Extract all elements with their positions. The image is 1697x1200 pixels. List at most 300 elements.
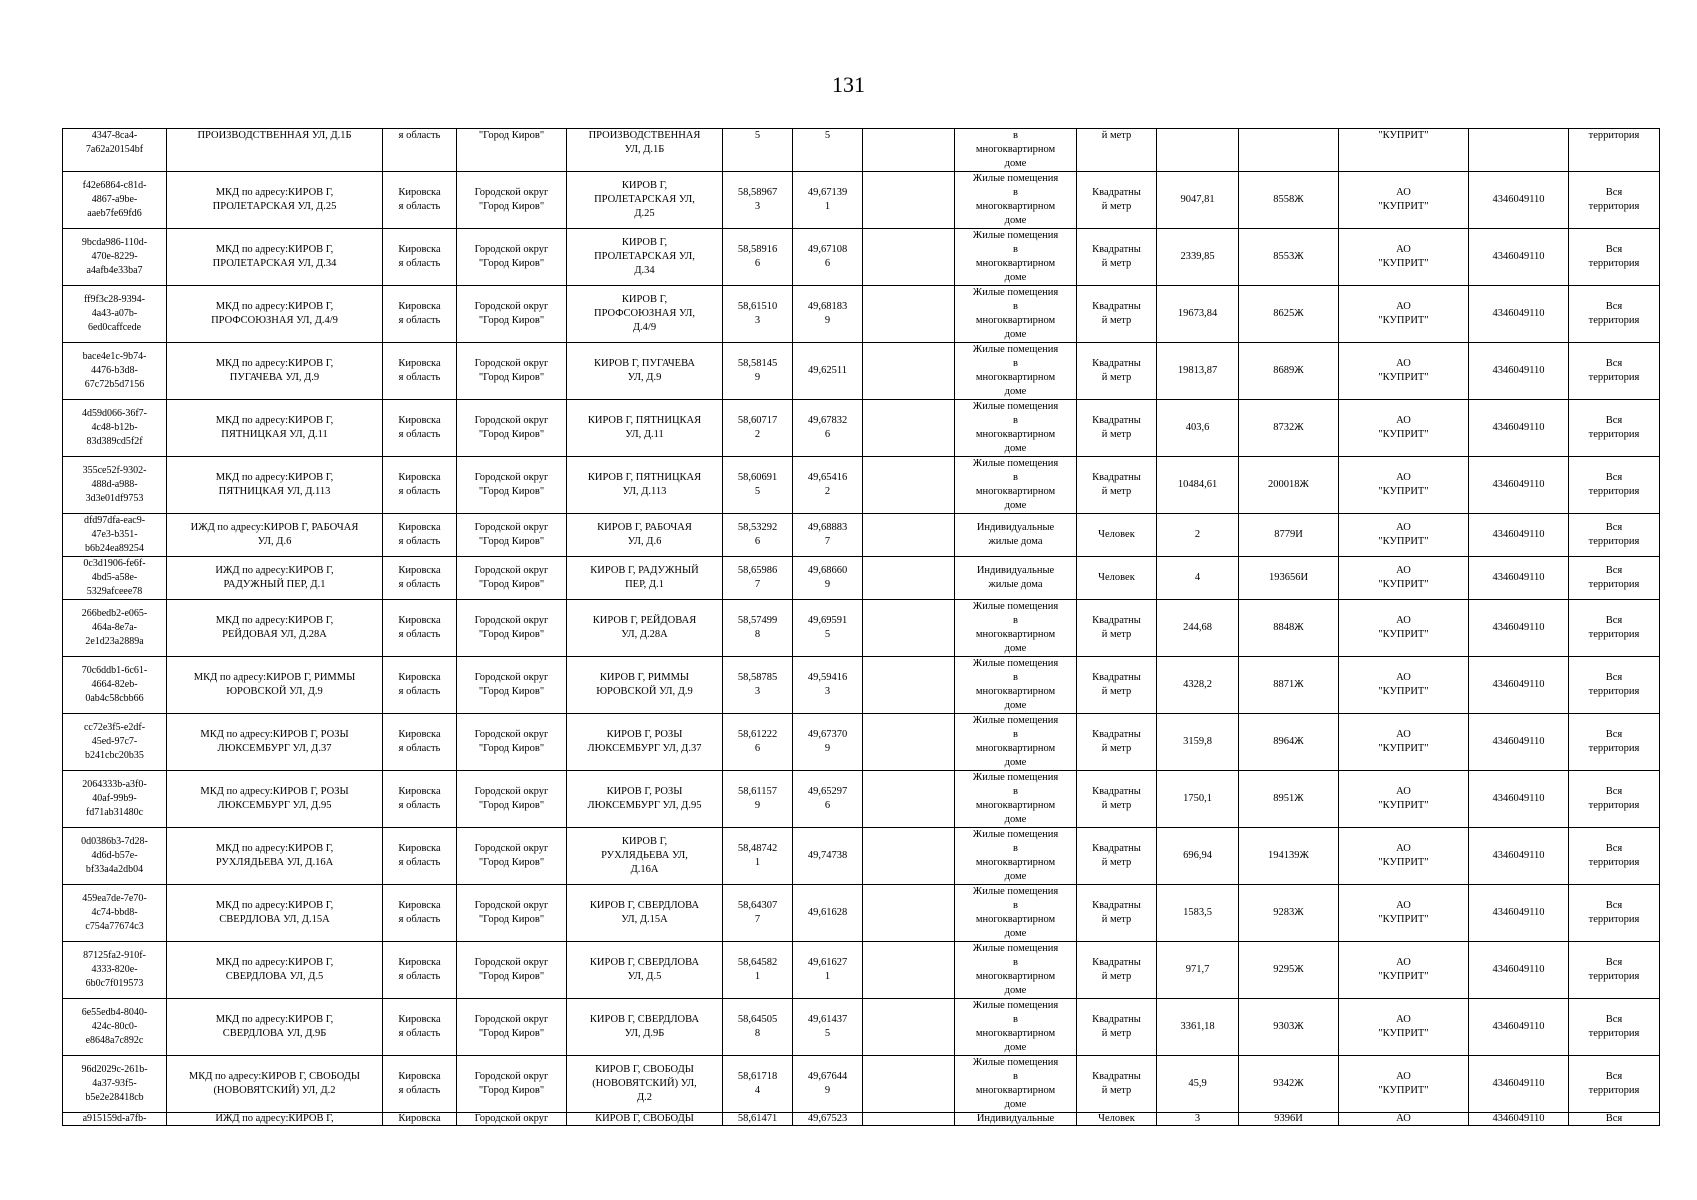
cell-latitude: 58,61157 9 — [723, 771, 793, 828]
cell-organization: АО "КУПРИТ" — [1339, 1056, 1469, 1113]
cell-region: Кировска я область — [383, 457, 457, 514]
cell-territory: Вся территория — [1569, 343, 1660, 400]
cell-quantity — [1157, 129, 1239, 172]
cell-object-type: Жилые помещения в многоквартирном доме — [955, 343, 1077, 400]
cell-latitude: 58,61471 — [723, 1113, 793, 1126]
cell-code: 9303Ж — [1239, 999, 1339, 1056]
cell-address: КИРОВ Г, СВЕРДЛОВА УЛ, Д.9Б — [567, 999, 723, 1056]
table-row — [63, 400, 1660, 457]
cell-quantity: 4328,2 — [1157, 657, 1239, 714]
cell-region: Кировска я область — [383, 286, 457, 343]
cell-unit: Квадратны й метр — [1077, 942, 1157, 999]
cell-inn: 4346049110 — [1469, 828, 1569, 885]
cell-longitude: 49,67832 6 — [793, 400, 863, 457]
cell-organization: АО "КУПРИТ" — [1339, 400, 1469, 457]
cell-address: КИРОВ Г, ПУГАЧЕВА УЛ, Д.9 — [567, 343, 723, 400]
cell-empty — [863, 1056, 955, 1113]
cell-code: 8871Ж — [1239, 657, 1339, 714]
cell-territory: Вся территория — [1569, 172, 1660, 229]
cell-record-id: 4d59d066-36f7- 4c48-b12b- 83d389cd5f2f — [63, 400, 167, 457]
cell-record-id: 459ea7de-7e70- 4c74-bbd8- c754a77674c3 — [63, 885, 167, 942]
cell-code: 8553Ж — [1239, 229, 1339, 286]
cell-organization: АО "КУПРИТ" — [1339, 657, 1469, 714]
table-row — [63, 557, 1660, 600]
cell-district: Городской округ "Город Киров" — [457, 999, 567, 1056]
cell-organization: АО "КУПРИТ" — [1339, 885, 1469, 942]
cell-record-id: 2064333b-a3f0- 40af-99b9- fd71ab31480c — [63, 771, 167, 828]
cell-inn: 4346049110 — [1469, 999, 1569, 1056]
table-body — [63, 129, 1660, 1126]
cell-longitude: 49,68660 9 — [793, 557, 863, 600]
table-row — [63, 714, 1660, 771]
cell-inn: 4346049110 — [1469, 514, 1569, 557]
cell-longitude: 49,68883 7 — [793, 514, 863, 557]
cell-empty — [863, 657, 955, 714]
cell-quantity: 4 — [1157, 557, 1239, 600]
cell-district: Городской округ "Город Киров" — [457, 600, 567, 657]
table-row — [63, 942, 1660, 999]
cell-longitude: 49,69591 5 — [793, 600, 863, 657]
cell-record-id: 9bcda986-110d- 470e-8229- a4afb4e33ba7 — [63, 229, 167, 286]
cell-region: Кировска я область — [383, 771, 457, 828]
cell-address: КИРОВ Г, РИММЫ ЮРОВСКОЙ УЛ, Д.9 — [567, 657, 723, 714]
cell-inn: 4346049110 — [1469, 942, 1569, 999]
cell-quantity: 1583,5 — [1157, 885, 1239, 942]
cell-object-name: МКД по адресу:КИРОВ Г, ПРОЛЕТАРСКАЯ УЛ, Д.25 — [167, 172, 383, 229]
cell-record-id: cc72e3f5-e2df- 45ed-97c7- b241cbc20b35 — [63, 714, 167, 771]
cell-code: 200018Ж — [1239, 457, 1339, 514]
cell-unit: Квадратны й метр — [1077, 828, 1157, 885]
cell-region: Кировска я область — [383, 714, 457, 771]
cell-quantity: 3 — [1157, 1113, 1239, 1126]
cell-address: КИРОВ Г, СВОБОДЫ — [567, 1113, 723, 1126]
cell-region: Кировска я область — [383, 557, 457, 600]
cell-object-type: Жилые помещения в многоквартирном доме — [955, 229, 1077, 286]
cell-latitude: 58,65986 7 — [723, 557, 793, 600]
cell-object-name: ИЖД по адресу:КИРОВ Г, РАДУЖНЫЙ ПЕР, Д.1 — [167, 557, 383, 600]
cell-code: 8848Ж — [1239, 600, 1339, 657]
cell-inn: 4346049110 — [1469, 1113, 1569, 1126]
cell-empty — [863, 457, 955, 514]
cell-object-type: Индивидуальные жилые дома — [955, 514, 1077, 557]
cell-object-name: ИЖД по адресу:КИРОВ Г, РАБОЧАЯ УЛ, Д.6 — [167, 514, 383, 557]
cell-organization: АО "КУПРИТ" — [1339, 286, 1469, 343]
cell-district: Городской округ "Город Киров" — [457, 657, 567, 714]
cell-inn: 4346049110 — [1469, 771, 1569, 828]
cell-district: "Город Киров" — [457, 129, 567, 172]
cell-region: Кировска я область — [383, 828, 457, 885]
cell-address: КИРОВ Г, РОЗЫ ЛЮКСЕМБУРГ УЛ, Д.37 — [567, 714, 723, 771]
cell-territory: Вся территория — [1569, 286, 1660, 343]
cell-inn: 4346049110 — [1469, 714, 1569, 771]
cell-region: Кировска я область — [383, 400, 457, 457]
cell-code: 9295Ж — [1239, 942, 1339, 999]
cell-object-name: МКД по адресу:КИРОВ Г, РИММЫ ЮРОВСКОЙ УЛ, Д.9 — [167, 657, 383, 714]
cell-inn: 4346049110 — [1469, 286, 1569, 343]
cell-address: КИРОВ Г, РАДУЖНЫЙ ПЕР, Д.1 — [567, 557, 723, 600]
cell-longitude: 5 — [793, 129, 863, 172]
cell-address: КИРОВ Г, СВОБОДЫ (НОВОВЯТСКИЙ) УЛ, Д.2 — [567, 1056, 723, 1113]
cell-object-name: ИЖД по адресу:КИРОВ Г, — [167, 1113, 383, 1126]
cell-empty — [863, 885, 955, 942]
cell-organization: АО "КУПРИТ" — [1339, 343, 1469, 400]
cell-region: я область — [383, 129, 457, 172]
table-row — [63, 343, 1660, 400]
cell-organization: "КУПРИТ" — [1339, 129, 1469, 172]
cell-object-type: Жилые помещения в многоквартирном доме — [955, 657, 1077, 714]
cell-territory: Вся территория — [1569, 657, 1660, 714]
cell-unit: Квадратны й метр — [1077, 885, 1157, 942]
cell-code: 193656И — [1239, 557, 1339, 600]
cell-empty — [863, 771, 955, 828]
cell-record-id: dfd97dfa-eac9- 47e3-b351- b6b24ea89254 — [63, 514, 167, 557]
page-number: 131 — [832, 72, 865, 97]
cell-region: Кировска я область — [383, 1056, 457, 1113]
cell-quantity: 3159,8 — [1157, 714, 1239, 771]
table-row — [63, 286, 1660, 343]
cell-quantity: 2339,85 — [1157, 229, 1239, 286]
cell-code: 194139Ж — [1239, 828, 1339, 885]
cell-address: КИРОВ Г, ПЯТНИЦКАЯ УЛ, Д.11 — [567, 400, 723, 457]
cell-district: Городской округ — [457, 1113, 567, 1126]
cell-organization: АО "КУПРИТ" — [1339, 172, 1469, 229]
cell-inn: 4346049110 — [1469, 172, 1569, 229]
cell-object-type: Индивидуальные жилые дома — [955, 557, 1077, 600]
cell-district: Городской округ "Город Киров" — [457, 885, 567, 942]
cell-region: Кировска я область — [383, 343, 457, 400]
cell-longitude: 49,61628 — [793, 885, 863, 942]
cell-code: 8625Ж — [1239, 286, 1339, 343]
cell-region: Кировска я область — [383, 172, 457, 229]
table-row — [63, 514, 1660, 557]
cell-unit: й метр — [1077, 129, 1157, 172]
cell-organization: АО "КУПРИТ" — [1339, 457, 1469, 514]
table-row — [63, 885, 1660, 942]
cell-unit: Квадратны й метр — [1077, 600, 1157, 657]
cell-territory: Вся территория — [1569, 557, 1660, 600]
cell-longitude: 49,62511 — [793, 343, 863, 400]
cell-organization: АО "КУПРИТ" — [1339, 514, 1469, 557]
cell-district: Городской округ "Город Киров" — [457, 942, 567, 999]
cell-unit: Человек — [1077, 514, 1157, 557]
cell-territory: Вся территория — [1569, 1056, 1660, 1113]
cell-object-type: Жилые помещения в многоквартирном доме — [955, 885, 1077, 942]
cell-record-id: f42e6864-c81d- 4867-a9be- aaeb7fe69fd6 — [63, 172, 167, 229]
cell-record-id: 0d0386b3-7d28- 4d6d-b57e- bf33a4a2db04 — [63, 828, 167, 885]
cell-empty — [863, 172, 955, 229]
cell-record-id: 266bedb2-e065- 464a-8e7a- 2e1d23a2889a — [63, 600, 167, 657]
table-row — [63, 457, 1660, 514]
cell-empty — [863, 514, 955, 557]
cell-object-name: МКД по адресу:КИРОВ Г, СВЕРДЛОВА УЛ, Д.9Б — [167, 999, 383, 1056]
cell-address: КИРОВ Г, СВЕРДЛОВА УЛ, Д.15А — [567, 885, 723, 942]
table-row — [63, 1056, 1660, 1113]
cell-empty — [863, 286, 955, 343]
cell-empty — [863, 229, 955, 286]
cell-district: Городской округ "Город Киров" — [457, 771, 567, 828]
cell-quantity: 244,68 — [1157, 600, 1239, 657]
cell-empty — [863, 714, 955, 771]
cell-object-name: МКД по адресу:КИРОВ Г, ПУГАЧЕВА УЛ, Д.9 — [167, 343, 383, 400]
cell-address: КИРОВ Г, ПРОЛЕТАРСКАЯ УЛ, Д.34 — [567, 229, 723, 286]
cell-district: Городской округ "Город Киров" — [457, 557, 567, 600]
cell-object-name: МКД по адресу:КИРОВ Г, РОЗЫ ЛЮКСЕМБУРГ УЛ, Д.37 — [167, 714, 383, 771]
cell-region: Кировска я область — [383, 229, 457, 286]
cell-unit: Квадратны й метр — [1077, 172, 1157, 229]
cell-organization: АО "КУПРИТ" — [1339, 600, 1469, 657]
cell-quantity: 971,7 — [1157, 942, 1239, 999]
cell-object-type: Жилые помещения в многоквартирном доме — [955, 600, 1077, 657]
cell-territory: Вся территория — [1569, 714, 1660, 771]
cell-inn: 4346049110 — [1469, 343, 1569, 400]
cell-territory: Вся территория — [1569, 942, 1660, 999]
cell-territory: Вся территория — [1569, 229, 1660, 286]
cell-territory: территория — [1569, 129, 1660, 172]
cell-record-id: 6e55edb4-8040- 424c-80c0- e8648a7c892c — [63, 999, 167, 1056]
cell-longitude: 49,65297 6 — [793, 771, 863, 828]
cell-longitude: 49,59416 3 — [793, 657, 863, 714]
table-row — [63, 172, 1660, 229]
cell-object-type: Жилые помещения в многоквартирном доме — [955, 1056, 1077, 1113]
cell-quantity: 1750,1 — [1157, 771, 1239, 828]
cell-region: Кировска — [383, 1113, 457, 1126]
cell-region: Кировска я область — [383, 942, 457, 999]
cell-address: КИРОВ Г, РАБОЧАЯ УЛ, Д.6 — [567, 514, 723, 557]
table-row — [63, 999, 1660, 1056]
cell-code: 9342Ж — [1239, 1056, 1339, 1113]
cell-empty — [863, 557, 955, 600]
cell-organization: АО — [1339, 1113, 1469, 1126]
table-row — [63, 600, 1660, 657]
registry-table — [62, 128, 1660, 1126]
cell-latitude: 58,58145 9 — [723, 343, 793, 400]
cell-address: КИРОВ Г, РОЗЫ ЛЮКСЕМБУРГ УЛ, Д.95 — [567, 771, 723, 828]
cell-quantity: 3361,18 — [1157, 999, 1239, 1056]
cell-territory: Вся территория — [1569, 600, 1660, 657]
cell-latitude: 58,48742 1 — [723, 828, 793, 885]
table-row — [63, 1113, 1660, 1126]
cell-latitude: 58,58967 3 — [723, 172, 793, 229]
cell-record-id: 4347-8ca4- 7a62a20154bf — [63, 129, 167, 172]
cell-object-name: МКД по адресу:КИРОВ Г, ПРОФСОЮЗНАЯ УЛ, Д.4/9 — [167, 286, 383, 343]
cell-latitude: 58,60691 5 — [723, 457, 793, 514]
cell-object-name: ПРОИЗВОДСТВЕННАЯ УЛ, Д.1Б — [167, 129, 383, 172]
cell-inn: 4346049110 — [1469, 657, 1569, 714]
cell-territory: Вся — [1569, 1113, 1660, 1126]
cell-region: Кировска я область — [383, 514, 457, 557]
cell-quantity: 19673,84 — [1157, 286, 1239, 343]
cell-record-id: bace4e1c-9b74- 4476-b3d8- 67c72b5d7156 — [63, 343, 167, 400]
cell-unit: Квадратны й метр — [1077, 286, 1157, 343]
cell-region: Кировска я область — [383, 999, 457, 1056]
cell-district: Городской округ "Город Киров" — [457, 714, 567, 771]
cell-record-id: 87125fa2-910f- 4333-820e- 6b0c7f019573 — [63, 942, 167, 999]
cell-inn: 4346049110 — [1469, 1056, 1569, 1113]
cell-latitude: 58,58785 3 — [723, 657, 793, 714]
cell-empty — [863, 600, 955, 657]
cell-object-name: МКД по адресу:КИРОВ Г, ПЯТНИЦКАЯ УЛ, Д.113 — [167, 457, 383, 514]
cell-record-id: 70c6ddb1-6c61- 4664-82eb- 0ab4c58cbb66 — [63, 657, 167, 714]
cell-district: Городской округ "Город Киров" — [457, 343, 567, 400]
cell-unit: Квадратны й метр — [1077, 1056, 1157, 1113]
cell-organization: АО "КУПРИТ" — [1339, 942, 1469, 999]
cell-inn: 4346049110 — [1469, 229, 1569, 286]
cell-address: ПРОИЗВОДСТВЕННАЯ УЛ, Д.1Б — [567, 129, 723, 172]
cell-code: 8558Ж — [1239, 172, 1339, 229]
cell-quantity: 403,6 — [1157, 400, 1239, 457]
cell-latitude: 58,57499 8 — [723, 600, 793, 657]
cell-latitude: 58,61510 3 — [723, 286, 793, 343]
cell-district: Городской округ "Город Киров" — [457, 457, 567, 514]
cell-object-type: в многоквартирном доме — [955, 129, 1077, 172]
cell-empty — [863, 400, 955, 457]
cell-object-type: Жилые помещения в многоквартирном доме — [955, 771, 1077, 828]
cell-object-name: МКД по адресу:КИРОВ Г, РОЗЫ ЛЮКСЕМБУРГ УЛ, Д.95 — [167, 771, 383, 828]
cell-latitude: 58,61222 6 — [723, 714, 793, 771]
cell-unit: Квадратны й метр — [1077, 657, 1157, 714]
cell-quantity: 19813,87 — [1157, 343, 1239, 400]
cell-unit: Квадратны й метр — [1077, 400, 1157, 457]
cell-address: КИРОВ Г, ПРОЛЕТАРСКАЯ УЛ, Д.25 — [567, 172, 723, 229]
cell-district: Городской округ "Город Киров" — [457, 828, 567, 885]
cell-record-id: a915159d-a7fb- — [63, 1113, 167, 1126]
cell-organization: АО "КУПРИТ" — [1339, 714, 1469, 771]
cell-organization: АО "КУПРИТ" — [1339, 557, 1469, 600]
table-row — [63, 771, 1660, 828]
cell-district: Городской округ "Город Киров" — [457, 229, 567, 286]
cell-address: КИРОВ Г, ПРОФСОЮЗНАЯ УЛ, Д.4/9 — [567, 286, 723, 343]
table-row — [63, 229, 1660, 286]
cell-object-name: МКД по адресу:КИРОВ Г, РУХЛЯДЬЕВА УЛ, Д.16А — [167, 828, 383, 885]
cell-empty — [863, 942, 955, 999]
cell-latitude: 58,64307 7 — [723, 885, 793, 942]
cell-longitude: 49,67370 9 — [793, 714, 863, 771]
cell-longitude: 49,68183 9 — [793, 286, 863, 343]
cell-territory: Вся территория — [1569, 457, 1660, 514]
cell-latitude: 58,64505 8 — [723, 999, 793, 1056]
cell-address: КИРОВ Г, ПЯТНИЦКАЯ УЛ, Д.113 — [567, 457, 723, 514]
cell-object-type: Жилые помещения в многоквартирном доме — [955, 286, 1077, 343]
cell-object-name: МКД по адресу:КИРОВ Г, СВЕРДЛОВА УЛ, Д.5 — [167, 942, 383, 999]
cell-record-id: ff9f3c28-9394- 4a43-a07b- 6ed0caffcede — [63, 286, 167, 343]
cell-longitude: 49,74738 — [793, 828, 863, 885]
cell-unit: Квадратны й метр — [1077, 714, 1157, 771]
cell-object-type: Жилые помещения в многоквартирном доме — [955, 714, 1077, 771]
cell-longitude: 49,61437 5 — [793, 999, 863, 1056]
cell-empty — [863, 999, 955, 1056]
cell-organization: АО "КУПРИТ" — [1339, 999, 1469, 1056]
cell-empty — [863, 343, 955, 400]
cell-record-id: 355ce52f-9302- 488d-a988- 3d3e01df9753 — [63, 457, 167, 514]
cell-object-type: Жилые помещения в многоквартирном доме — [955, 999, 1077, 1056]
cell-longitude: 49,65416 2 — [793, 457, 863, 514]
cell-inn — [1469, 129, 1569, 172]
cell-district: Городской округ "Город Киров" — [457, 400, 567, 457]
cell-quantity: 2 — [1157, 514, 1239, 557]
cell-longitude: 49,67644 9 — [793, 1056, 863, 1113]
cell-quantity: 45,9 — [1157, 1056, 1239, 1113]
cell-object-type: Жилые помещения в многоквартирном доме — [955, 172, 1077, 229]
cell-object-name: МКД по адресу:КИРОВ Г, ПЯТНИЦКАЯ УЛ, Д.11 — [167, 400, 383, 457]
cell-unit: Человек — [1077, 557, 1157, 600]
cell-code: 9396И — [1239, 1113, 1339, 1126]
cell-latitude: 58,60717 2 — [723, 400, 793, 457]
cell-object-type: Жилые помещения в многоквартирном доме — [955, 942, 1077, 999]
cell-territory: Вся территория — [1569, 400, 1660, 457]
cell-quantity: 696,94 — [1157, 828, 1239, 885]
cell-record-id: 0c3d1906-fe6f- 4bd5-a58e- 5329afceee78 — [63, 557, 167, 600]
cell-organization: АО "КУПРИТ" — [1339, 828, 1469, 885]
cell-latitude: 58,53292 6 — [723, 514, 793, 557]
cell-code: 8732Ж — [1239, 400, 1339, 457]
cell-territory: Вся территория — [1569, 828, 1660, 885]
cell-address: КИРОВ Г, СВЕРДЛОВА УЛ, Д.5 — [567, 942, 723, 999]
cell-object-type: Жилые помещения в многоквартирном доме — [955, 400, 1077, 457]
cell-inn: 4346049110 — [1469, 457, 1569, 514]
cell-territory: Вся территория — [1569, 999, 1660, 1056]
cell-code: 9283Ж — [1239, 885, 1339, 942]
cell-empty — [863, 828, 955, 885]
cell-district: Городской округ "Город Киров" — [457, 514, 567, 557]
cell-latitude: 58,64582 1 — [723, 942, 793, 999]
table-row — [63, 828, 1660, 885]
cell-territory: Вся территория — [1569, 885, 1660, 942]
cell-region: Кировска я область — [383, 600, 457, 657]
cell-territory: Вся территория — [1569, 514, 1660, 557]
cell-record-id: 96d2029c-261b- 4a37-93f5- b5e2e28418cb — [63, 1056, 167, 1113]
cell-code — [1239, 129, 1339, 172]
cell-object-type: Индивидуальные — [955, 1113, 1077, 1126]
cell-region: Кировска я область — [383, 885, 457, 942]
cell-inn: 4346049110 — [1469, 557, 1569, 600]
cell-longitude: 49,61627 1 — [793, 942, 863, 999]
cell-quantity: 9047,81 — [1157, 172, 1239, 229]
cell-longitude: 49,67108 6 — [793, 229, 863, 286]
cell-latitude: 5 — [723, 129, 793, 172]
cell-district: Городской округ "Город Киров" — [457, 286, 567, 343]
cell-address: КИРОВ Г, РЕЙДОВАЯ УЛ, Д.28А — [567, 600, 723, 657]
cell-unit: Человек — [1077, 1113, 1157, 1126]
cell-organization: АО "КУПРИТ" — [1339, 771, 1469, 828]
cell-object-name: МКД по адресу:КИРОВ Г, РЕЙДОВАЯ УЛ, Д.28А — [167, 600, 383, 657]
cell-object-type: Жилые помещения в многоквартирном доме — [955, 457, 1077, 514]
cell-latitude: 58,58916 6 — [723, 229, 793, 286]
cell-unit: Квадратны й метр — [1077, 343, 1157, 400]
cell-organization: АО "КУПРИТ" — [1339, 229, 1469, 286]
cell-object-name: МКД по адресу:КИРОВ Г, СВОБОДЫ (НОВОВЯТСКИЙ) УЛ, Д.2 — [167, 1056, 383, 1113]
table-row — [63, 129, 1660, 172]
cell-unit: Квадратны й метр — [1077, 999, 1157, 1056]
cell-address: КИРОВ Г, РУХЛЯДЬЕВА УЛ, Д.16А — [567, 828, 723, 885]
cell-code: 8689Ж — [1239, 343, 1339, 400]
table-row — [63, 657, 1660, 714]
cell-object-type: Жилые помещения в многоквартирном доме — [955, 828, 1077, 885]
cell-code: 8951Ж — [1239, 771, 1339, 828]
cell-longitude: 49,67139 1 — [793, 172, 863, 229]
cell-empty — [863, 129, 955, 172]
cell-unit: Квадратны й метр — [1077, 771, 1157, 828]
cell-unit: Квадратны й метр — [1077, 457, 1157, 514]
cell-district: Городской округ "Город Киров" — [457, 172, 567, 229]
cell-inn: 4346049110 — [1469, 600, 1569, 657]
cell-territory: Вся территория — [1569, 771, 1660, 828]
cell-unit: Квадратны й метр — [1077, 229, 1157, 286]
cell-code: 8779И — [1239, 514, 1339, 557]
cell-region: Кировска я область — [383, 657, 457, 714]
cell-longitude: 49,67523 — [793, 1113, 863, 1126]
cell-district: Городской округ "Город Киров" — [457, 1056, 567, 1113]
cell-empty — [863, 1113, 955, 1126]
